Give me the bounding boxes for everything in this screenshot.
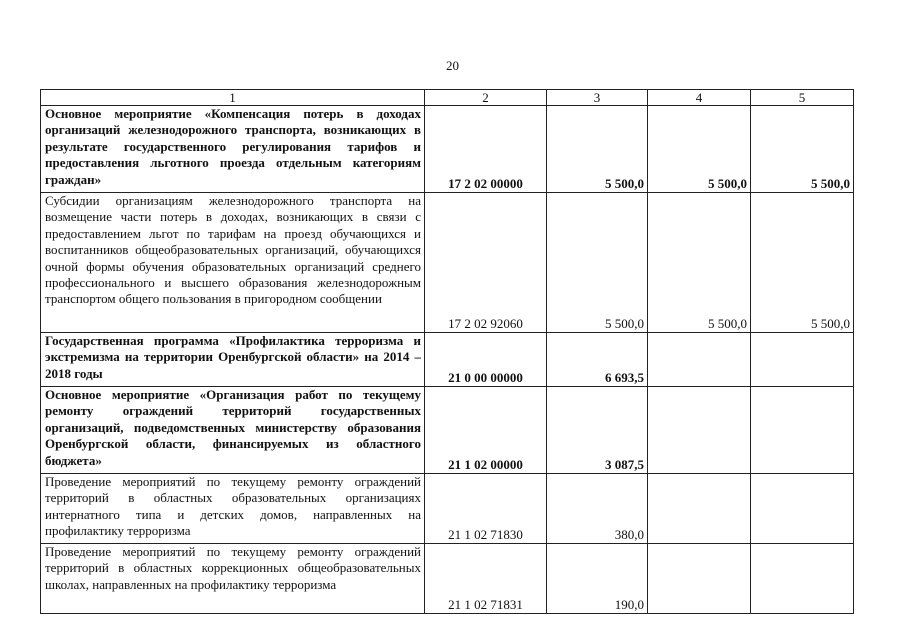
row-value-col5: [751, 333, 854, 387]
row-description: Проведение мероприятий по текущему ремонту ограждений территорий в областных образовательных организациях интернатного типа и детских домов, направленных на профилактику терроризма: [41, 474, 425, 544]
row-value-col5: [751, 474, 854, 544]
row-code: 21 1 02 00000: [425, 387, 547, 474]
row-value-col5: [751, 544, 854, 614]
row-description: Основное мероприятие «Организация работ по текущему ремонту ограждений территорий государственных организаций, подведомственных министерству образования Оренбургской области, финансируемых из областного бюджета»: [41, 387, 425, 474]
row-code: 21 1 02 71831: [425, 544, 547, 614]
row-description: Государственная программа «Профилактика терроризма и экстремизма на территории Оренбургской области» на 2014 – 2018 годы: [41, 333, 425, 387]
row-description: Проведение мероприятий по текущему ремонту ограждений территорий в областных коррекционных общеобразовательных школах, направленных на профилактику терроризма: [41, 544, 425, 614]
row-code: 21 1 02 71830: [425, 474, 547, 544]
row-code: 17 2 02 92060: [425, 193, 547, 333]
header-col-2: 2: [425, 90, 547, 106]
header-col-4: 4: [648, 90, 751, 106]
table-row: [41, 333, 854, 387]
row-value-col4: 5 500,0: [648, 106, 751, 193]
row-value-col4: [648, 544, 751, 614]
page-number: 20: [446, 58, 459, 73]
table-row: [41, 193, 854, 333]
row-value-col3: 5 500,0: [547, 106, 648, 193]
table-header-row: [41, 90, 854, 106]
row-value-col3: 5 500,0: [547, 193, 648, 333]
table-row: [41, 106, 854, 193]
row-code: 21 0 00 00000: [425, 333, 547, 387]
table-row: [41, 387, 854, 474]
row-value-col5: 5 500,0: [751, 193, 854, 333]
header-col-1: 1: [41, 90, 425, 106]
row-value-col4: [648, 474, 751, 544]
row-value-col3: 190,0: [547, 544, 648, 614]
header-col-3: 3: [547, 90, 648, 106]
header-col-5: 5: [751, 90, 854, 106]
row-value-col5: [751, 387, 854, 474]
row-value-col4: 5 500,0: [648, 193, 751, 333]
row-description: Субсидии организациям железнодорожного транспорта на возмещение части потерь в доходах, возникающих в связи с предоставлением льгот по тарифам на проезд обучающихся и воспитанников общеобразовательных организаций, обучающихся очной формы обучения образовательных организаций среднего профессионального и высшего образования железнодорожным транспортом общего пользования в пригородном сообщении: [41, 193, 425, 333]
row-value-col3: 3 087,5: [547, 387, 648, 474]
budget-table: [40, 89, 854, 614]
table-row: [41, 544, 854, 614]
row-value-col4: [648, 387, 751, 474]
row-value-col3: 380,0: [547, 474, 648, 544]
row-value-col3: 6 693,5: [547, 333, 648, 387]
row-value-col5: 5 500,0: [751, 106, 854, 193]
table-row: [41, 474, 854, 544]
row-value-col4: [648, 333, 751, 387]
row-description: Основное мероприятие «Компенсация потерь в доходах организаций железнодорожного транспорта, возникающих в результате государственного регулирования тарифов и предоставления льготного проезда отдельным категориям граждан»: [41, 106, 425, 193]
row-code: 17 2 02 00000: [425, 106, 547, 193]
